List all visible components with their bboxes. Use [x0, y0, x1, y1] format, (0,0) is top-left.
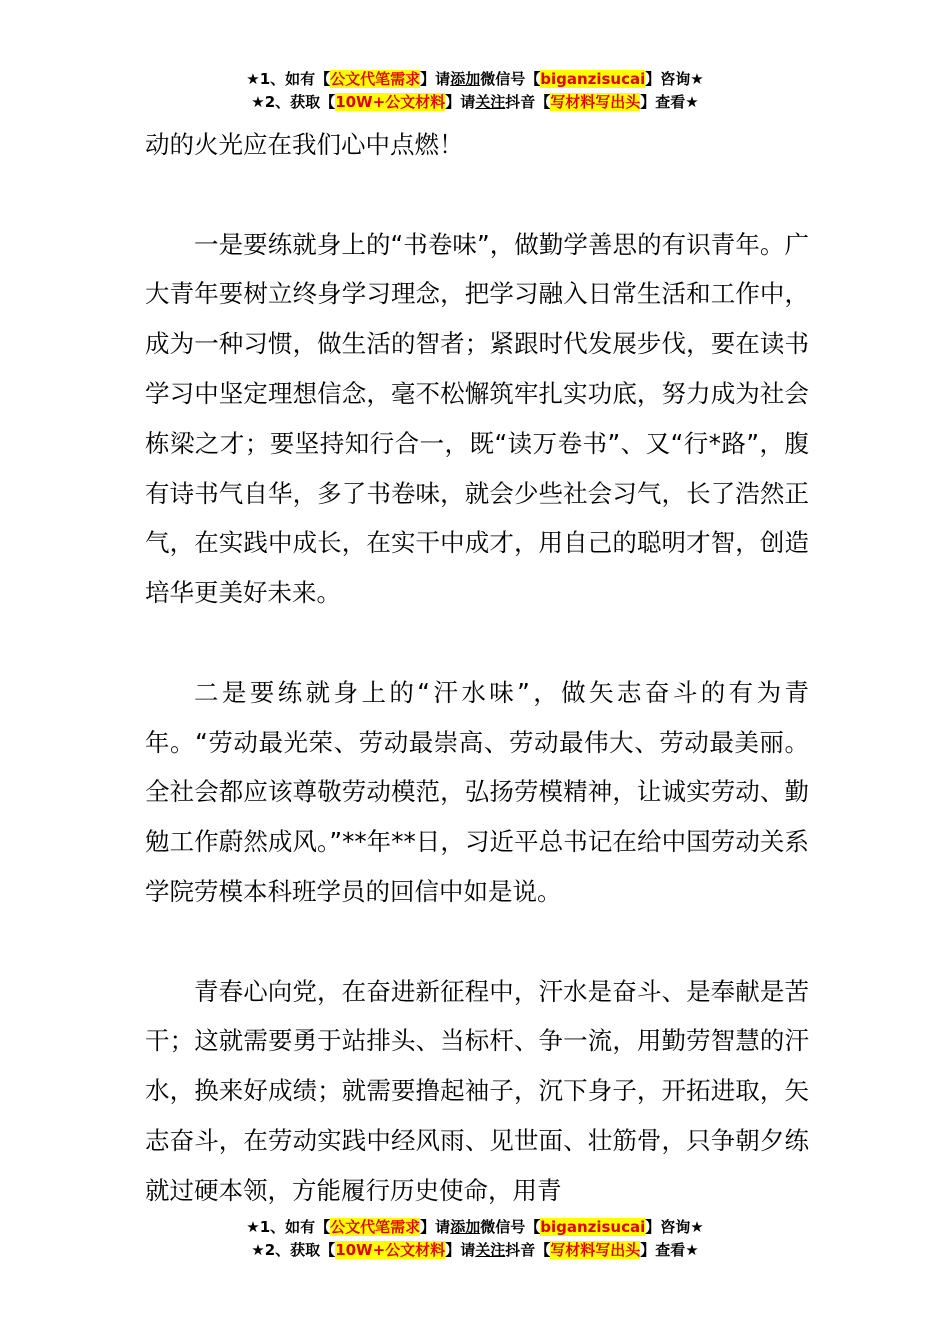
- banner-line-2: ★2、获取【10W+公文材料】请关注抖音【写材料写出头】查看★: [251, 93, 699, 111]
- highlight-wechat-id: biganzisucai: [540, 1218, 646, 1236]
- highlight-service: 公文代笔需求: [330, 1218, 421, 1236]
- paragraph-continuation: 动的火光应在我们心中点燃！: [145, 130, 464, 159]
- underline-follow: 关注: [475, 93, 506, 111]
- highlight-materials: 10W+公文材料: [335, 93, 446, 111]
- underline-follow: 关注: [475, 1241, 506, 1259]
- paragraph-youth-heart: 青春心向党，在奋进新征程中，汗水是奋斗、是奉献是苦干；这就需要勇于站排头、当标杆、争一流，用勤劳智慧的汗水，换来好成绩；就需要撸起袖子，沉下身子，开拓进取，矢志奋斗，在劳动实践中经风雨、见世面、壮筋骨，只争朝夕练就过硬本领，方能履行历史使命，用青: [145, 976, 809, 1205]
- banner-line-2: ★2、获取【10W+公文材料】请关注抖音【写材料写出头】查看★: [251, 1241, 699, 1259]
- footer-banner: [0, 1216, 950, 1262]
- header-banner: [0, 68, 950, 114]
- highlight-douyin-account: 写材料写出头: [550, 1241, 641, 1259]
- highlight-materials: 10W+公文材料: [335, 1241, 446, 1259]
- highlight-service: 公文代笔需求: [330, 70, 421, 88]
- underline-add: 添加: [450, 70, 481, 88]
- highlight-douyin-account: 写材料写出头: [550, 93, 641, 111]
- banner-line-1: ★1、如有【公文代笔需求】请添加微信号【biganzisucai】咨询★: [246, 1218, 704, 1236]
- document-body: [145, 120, 809, 1216]
- paragraph-sweat-flavor: 二是要练就身上的“汗水味”，做矢志奋斗的有为青年。“劳动最光荣、劳动最崇高、劳动最伟大、劳动最美丽。全社会都应该尊敬劳动模范，弘扬劳模精神，让诚实劳动、勤勉工作蔚然成风。”**年**日，习近平总书记在给中国劳动关系学院劳模本科班学员的回信中如是说。: [145, 677, 809, 906]
- highlight-wechat-id: biganzisucai: [540, 70, 646, 88]
- banner-line-1: ★1、如有【公文代笔需求】请添加微信号【biganzisucai】咨询★: [246, 70, 704, 88]
- underline-add: 添加: [450, 1218, 481, 1236]
- paragraph-scholarly-flavor: 一是要练就身上的“书卷味”，做勤学善思的有识青年。广大青年要树立终身学习理念，把学习融入日常生活和工作中，成为一种习惯，做生活的智者；紧跟时代发展步伐，要在读书学习中坚定理想信念，毫不松懈筑牢扎实功底，努力成为社会栋梁之才；要坚持知行合一，既“读万卷书”、又“行*路”，腹有诗书气自华，多了书卷味，就会少些社会习气，长了浩然正气，在实践中成长，在实干中成才，用自己的聪明才智，创造培华更美好未来。: [145, 229, 809, 608]
